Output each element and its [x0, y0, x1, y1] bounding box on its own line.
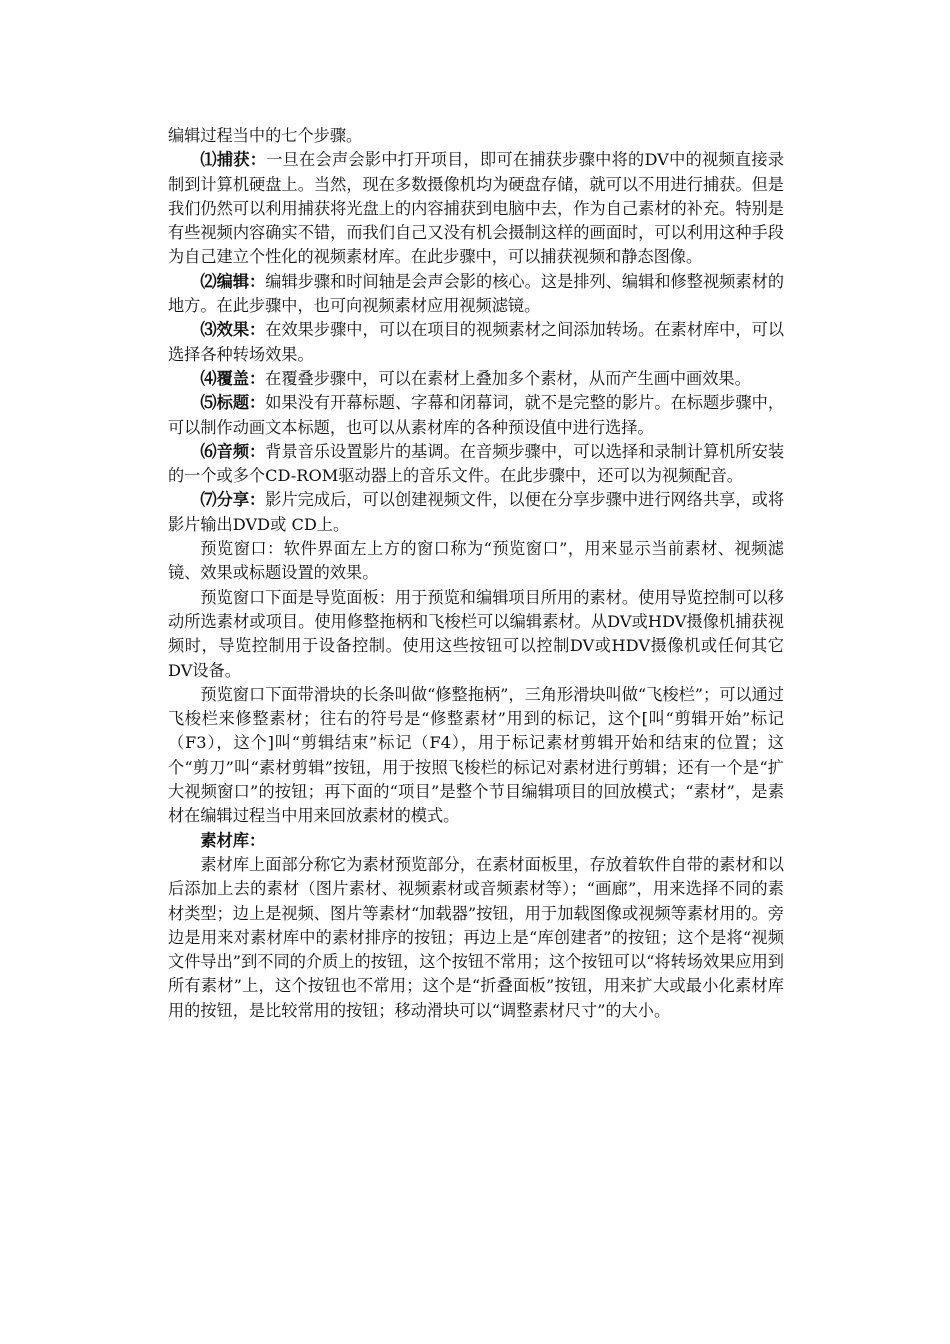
paragraph-step-title — [168, 391, 784, 440]
paragraph-library-heading — [168, 829, 784, 853]
paragraph-step-audio — [168, 440, 784, 489]
paragraph-step-effect — [168, 318, 784, 367]
step-label: ⑹音频： — [200, 441, 266, 461]
paragraph-text: 预览窗口：软件界面左上方的窗口称为“预览窗口”，用来显示当前素材、视频滤镜、效果或标题设置的效果。 — [168, 539, 784, 583]
paragraph-trim-handle — [168, 683, 784, 829]
paragraph-text: 背景音乐设置影片的基调。在音频步骤中，可以选择和录制计算机所安装的一个或多个CD-ROM驱动器上的音乐文件。在此步骤中，还可以为视频配音。 — [168, 441, 785, 486]
paragraph-text: 一旦在会声会影中打开项目，即可在捕获步骤中将的DV中的视频直接录制到计算机硬盘上。当然，现在多数摄像机均为硬盘存储，就可以不用进行捕获。但是我们仍然可以利用捕获将光盘上的内容捕获到电脑中去，作为自己素材的补充。特别是有些视频内容确实不错，而我们自己又没有机会摄制这样的画面时，可以利用这种手段为自己建立个性化的视频素材库。在此步骤中，可以捕获视频和静态图像。 — [168, 150, 784, 267]
paragraph-step-share — [168, 488, 784, 537]
step-label: ⑵编辑： — [200, 271, 266, 291]
paragraph-preview-window — [168, 537, 784, 586]
paragraph-step-overlay — [168, 367, 784, 391]
step-label: ⑴捕获： — [200, 150, 267, 170]
paragraph-library — [168, 853, 784, 1023]
paragraph-text: 编辑步骤和时间轴是会声会影的核心。这是排列、编辑和修整视频素材的地方。在此步骤中，也可向视频素材应用视频滤镜。 — [168, 271, 785, 316]
step-label: ⑶效果： — [200, 320, 266, 340]
section-heading: 素材库： — [200, 830, 266, 850]
paragraph-navigation-panel — [168, 586, 784, 683]
paragraph-step-capture — [168, 148, 784, 269]
paragraph-text: 素材库上面部分称它为素材预览部分，在素材面板里，存放着软件自带的素材和以后添加上去的素材（图片素材、视频素材或音频素材等）；“画廊”，用来选择不同的素材类型；边上是视频、图片等素材“加载器”按钮，用于加载图像或视频等素材用的。旁边是用来对素材库中的素材排序的按钮；再边上是“库创建者”的按钮；这个是将“视频文件导出”到不同的介质上的按钮，这个按钮不常用；这个按钮可以“将转场效果应用到所有素材”上，这个按钮也不常用；这个是“折叠面板”按钮，用来扩大或最小化素材库用的按钮，是比较常用的按钮；移动滑块可以“调整素材尺寸”的大小。 — [168, 854, 784, 1020]
paragraph-text: 如果没有开幕标题、字幕和闭幕词，就不是完整的影片。在标题步骤中，可以制作动画文本标题，也可以从素材库的各种预设值中进行选择。 — [168, 393, 785, 437]
paragraph-text: 预览窗口下面带滑块的长条叫做“修整拖柄”，三角形滑块叫做“飞梭栏”；可以通过飞梭栏来修整素材；往右的符号是“修整素材”用到的标记，这个[叫“剪辑开始”标记（F3），这个]叫“剪辑结束”标记（F4），用于标记素材剪辑开始和结束的位置；这个“剪刀”叫“素材剪辑”按钮，用于按照飞梭栏的标记对素材进行剪辑；还有一个是“扩大视频窗口”的按钮；再下面的“项目”是整个节目编辑项目的回放模式；“素材”，是素材在编辑过程当中用来回放素材的模式。 — [168, 684, 784, 826]
paragraph-text: 预览窗口下面是导览面板：用于预览和编辑项目所用的素材。使用导览控制可以移动所选素材或项目。使用修整拖柄和飞梭栏可以编辑素材。从DV或HDV摄像机捕获视频时，导览控制用于设备控制。使用这些按钮可以控制DV或HDV摄像机或任何其它DV设备。 — [168, 587, 784, 680]
step-label: ⑺分享： — [200, 490, 266, 510]
step-label: ⑷覆盖： — [200, 368, 266, 388]
paragraph-text: 影片完成后，可以创建视频文件，以便在分享步骤中进行网络共享，或将影片输出DVD或 CD上。 — [168, 490, 785, 534]
paragraph-intro — [168, 124, 784, 148]
step-label: ⑸标题： — [200, 393, 266, 413]
paragraph-text: 在覆叠步骤中，可以在素材上叠加多个素材，从而产生画中画效果。 — [265, 368, 751, 388]
paragraph-step-edit — [168, 270, 784, 319]
paragraph-text: 编辑过程当中的七个步骤。 — [168, 126, 363, 145]
paragraph-text: 在效果步骤中，可以在项目的视频素材之间添加转场。在素材库中，可以选择各种转场效果。 — [168, 320, 785, 364]
document-page — [168, 124, 784, 1023]
